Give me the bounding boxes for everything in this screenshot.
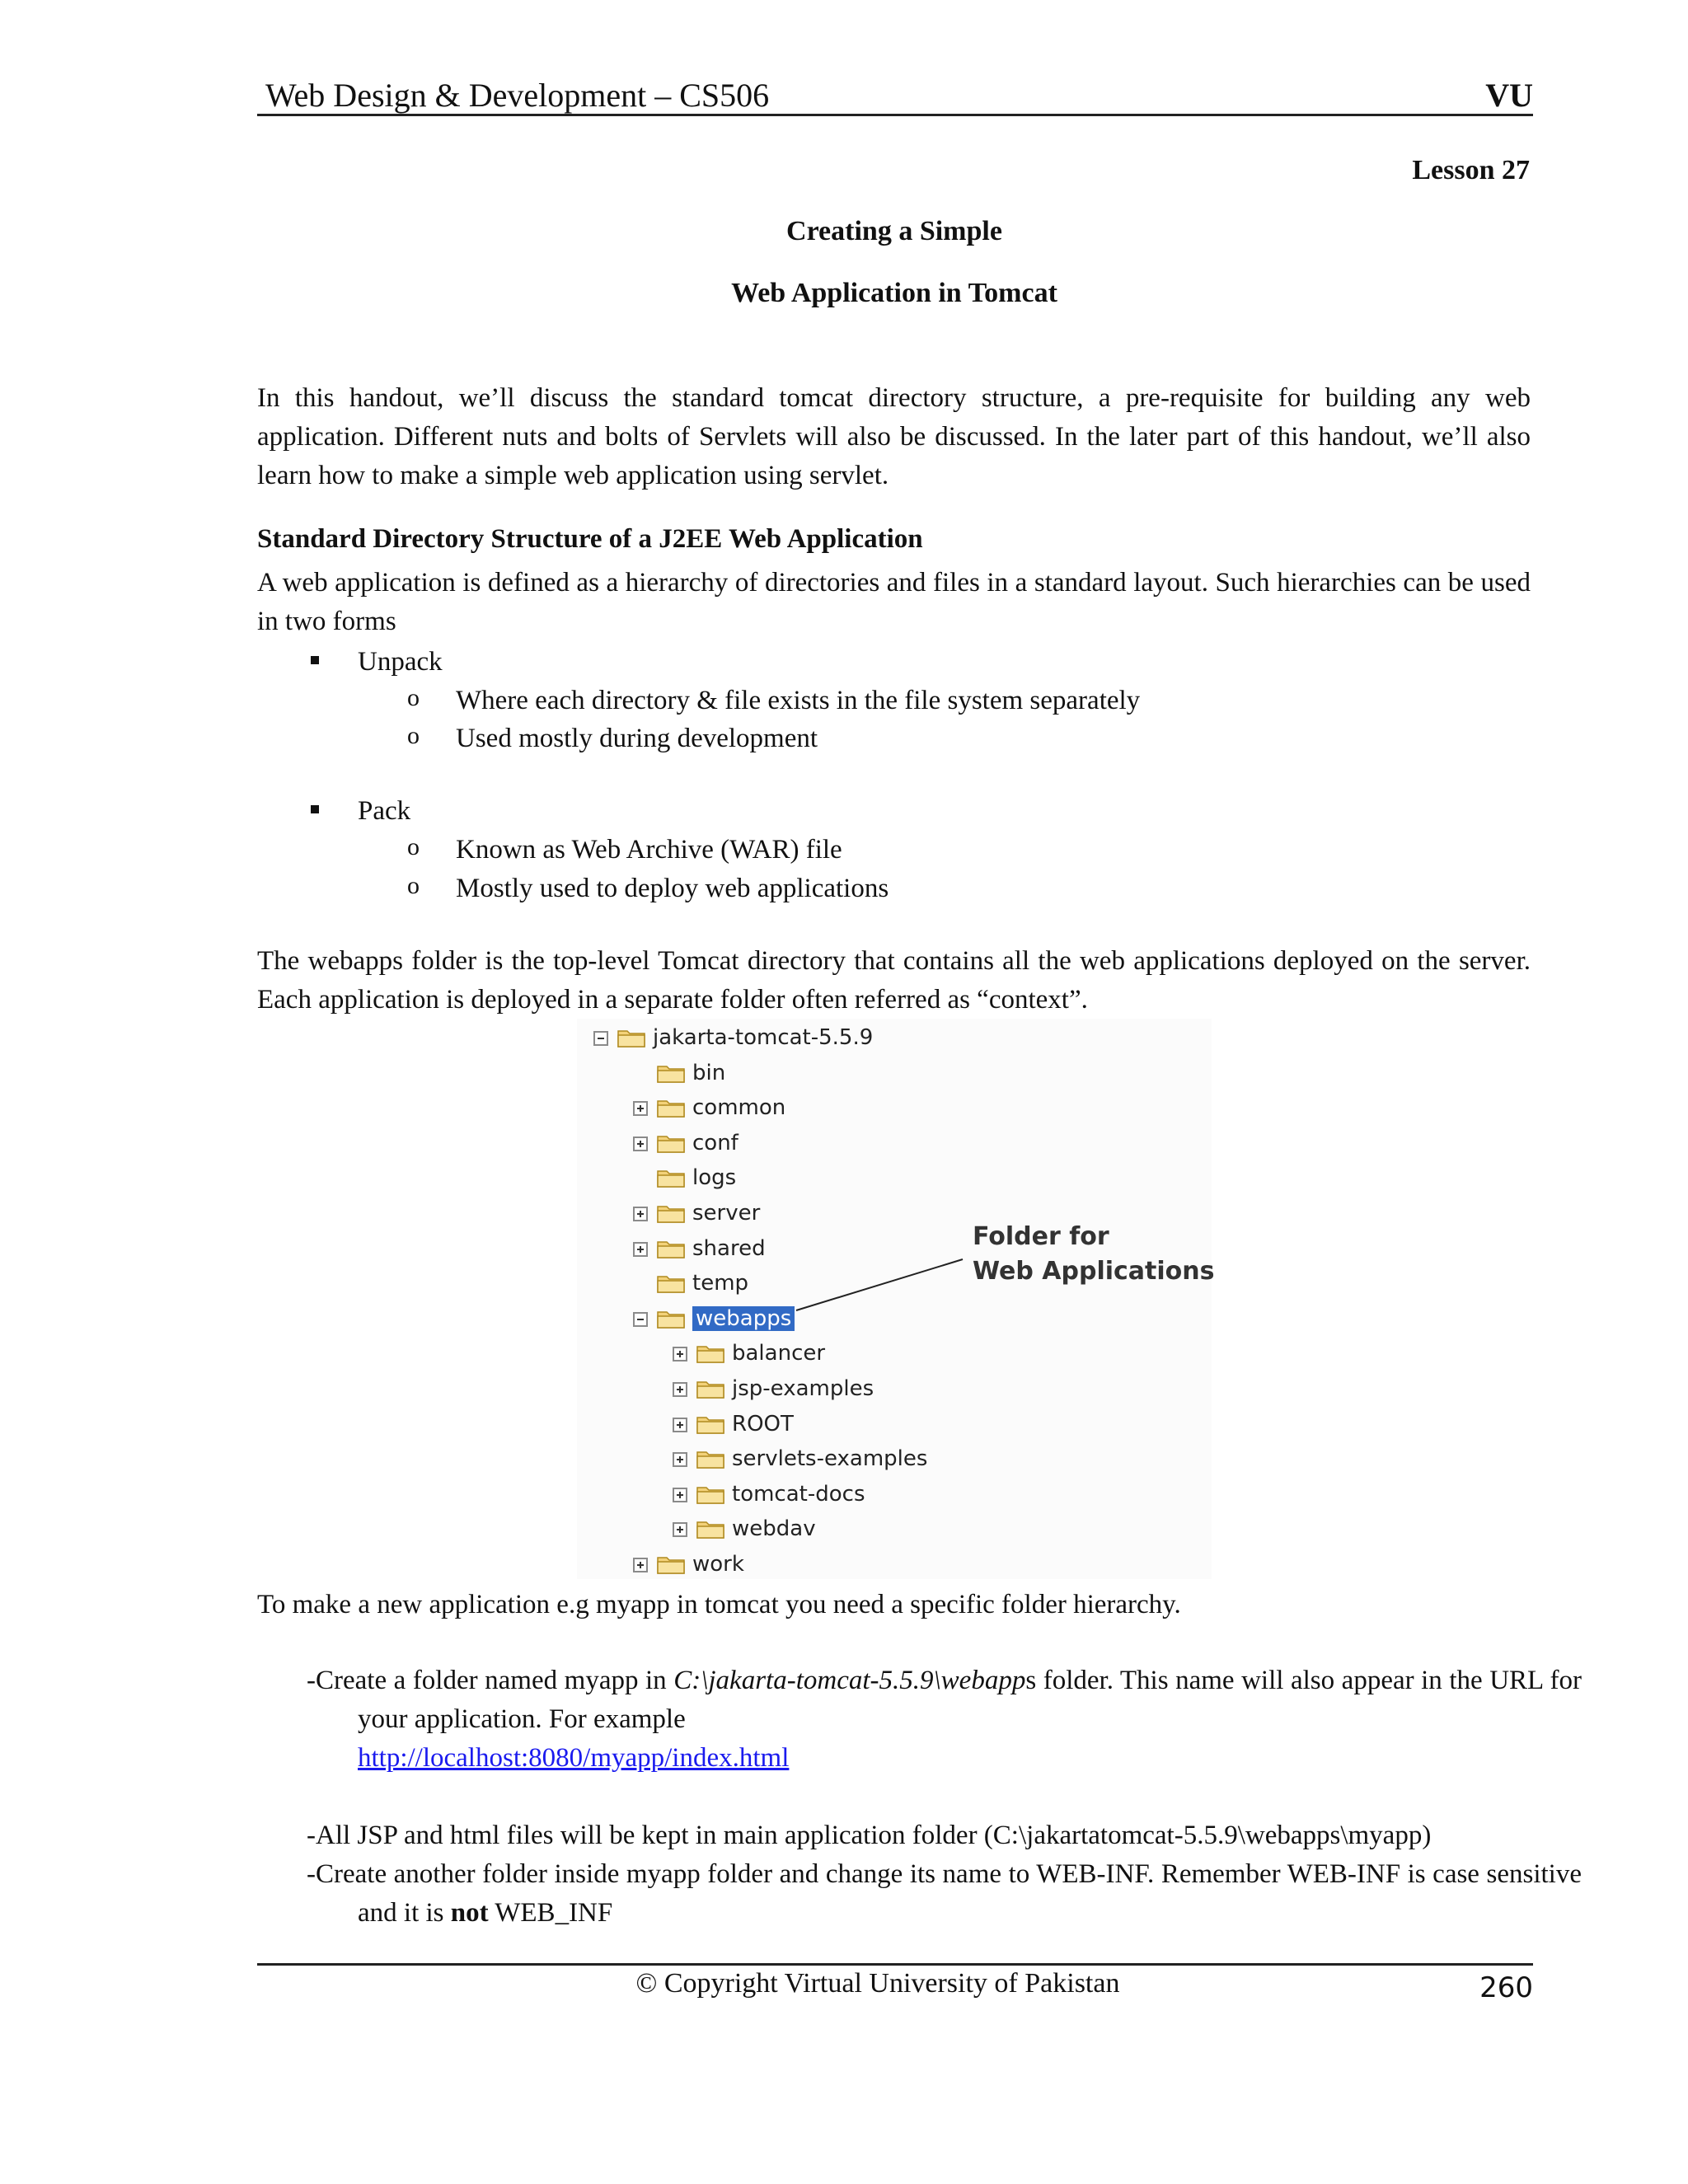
tree-node-label: jakarta-tomcat-5.5.9 <box>653 1025 874 1050</box>
folder-icon <box>656 1272 686 1294</box>
tree-node-label: webapps <box>692 1306 795 1331</box>
callout-line2: Web Applications <box>973 1257 1215 1286</box>
folder-icon <box>656 1062 686 1084</box>
expand-toggle-icon[interactable] <box>633 1207 648 1221</box>
tree-node-common[interactable] <box>577 1092 1212 1125</box>
intro-paragraph: In this handout, we’ll discuss the standard tomcat directory structure, a pre-requisite for building any web application. Different nuts and bolts of Servlets will also be discussed. In the later part of this handout, we’ll also learn how to make a simple web application using servlet. <box>257 383 1531 490</box>
tree-node-label: temp <box>692 1271 749 1296</box>
step3-bold: not <box>450 1898 489 1928</box>
sub-bullet-circle-icon: o <box>407 684 420 711</box>
header-rule <box>257 114 1533 116</box>
tree-node-webdav[interactable] <box>577 1513 1212 1546</box>
step1-path: C:\jakarta-tomcat-5.5.9\webapp <box>673 1666 1026 1695</box>
expand-toggle-icon[interactable] <box>673 1452 687 1467</box>
page-number: 260 <box>1479 1971 1533 2004</box>
folder-icon <box>696 1448 725 1469</box>
tree-node-label: webdav <box>732 1516 816 1542</box>
page-title-line2: Web Application in Tomcat <box>731 278 1057 308</box>
form-point: Used mostly during development <box>456 724 818 753</box>
tree-node-balancer[interactable] <box>577 1338 1212 1371</box>
tree-node-label: conf <box>692 1130 738 1155</box>
collapse-toggle-icon[interactable] <box>593 1031 608 1046</box>
form-point: Where each directory & file exists in the file system separately <box>456 686 1141 715</box>
sub-bullet-circle-icon: o <box>407 872 420 899</box>
tree-node-label: jsp-examples <box>732 1376 874 1401</box>
folder-icon <box>656 1167 686 1188</box>
section-heading: Standard Directory Structure of a J2EE Web Application <box>257 524 923 554</box>
bullet-square-icon <box>311 805 319 813</box>
folder-icon <box>656 1097 686 1118</box>
expand-toggle-icon[interactable] <box>633 1558 648 1572</box>
webapps-paragraph: The webapps folder is the top-level Tomcat directory that contains all the web applications deployed on the server. Each application is deployed in a separate folder often referred as “context”. <box>257 946 1531 1015</box>
make-app-paragraph: To make a new application e.g myapp in tomcat you need a specific folder hierarchy. <box>257 1590 1181 1619</box>
expand-toggle-icon[interactable] <box>673 1488 687 1502</box>
folder-icon <box>617 1027 646 1048</box>
footer-copyright: © Copyright Virtual University of Pakistan <box>635 1968 1120 1999</box>
form-label-pack: Pack <box>358 796 411 826</box>
tree-node-label: bin <box>692 1060 726 1085</box>
tree-node-jsp-examples[interactable] <box>577 1373 1212 1406</box>
step3-text-b: WEB_INF <box>488 1898 613 1928</box>
page-title-line1: Creating a Simple <box>786 216 1002 246</box>
header-course-title: Web Design & Development – CS506 <box>265 77 770 114</box>
tree-node-root[interactable] <box>577 1408 1212 1441</box>
sub-bullet-circle-icon: o <box>407 722 420 749</box>
expand-toggle-icon[interactable] <box>633 1137 648 1151</box>
tree-node-jakarta-tomcat-5.5.9[interactable] <box>577 1022 1212 1055</box>
sub-bullet-circle-icon: o <box>407 833 420 860</box>
expand-toggle-icon[interactable] <box>673 1418 687 1432</box>
form-label-unpack: Unpack <box>358 647 443 677</box>
expand-toggle-icon[interactable] <box>633 1101 648 1116</box>
step1-text-b: s folder. This name will also appear in the URL for your application. For example <box>358 1666 1582 1734</box>
expand-toggle-icon[interactable] <box>633 1242 648 1257</box>
step-create-folder <box>307 1661 1582 1778</box>
folder-icon <box>696 1378 725 1399</box>
tree-node-servlets-examples[interactable] <box>577 1443 1212 1476</box>
section-paragraph: A web application is defined as a hierarchy of directories and files in a standard layout. Such hierarchies can be used in two forms <box>257 568 1531 636</box>
folder-icon <box>656 1132 686 1154</box>
folder-icon <box>656 1308 686 1329</box>
collapse-toggle-icon[interactable] <box>633 1312 648 1327</box>
callout-label <box>973 1220 1215 1289</box>
tree-node-label: shared <box>692 1235 766 1261</box>
tree-node-label: work <box>692 1552 744 1577</box>
folder-icon <box>656 1554 686 1575</box>
folder-icon <box>656 1202 686 1224</box>
step3-text-a: -Create another folder inside myapp folder and change its name to WEB-INF. Remember WEB-INF is case sensitive and it is <box>307 1859 1582 1928</box>
folder-icon <box>696 1343 725 1364</box>
tree-node-label: logs <box>692 1165 737 1191</box>
folder-icon <box>696 1483 725 1505</box>
tree-node-label: common <box>692 1095 786 1121</box>
footer-rule <box>257 1963 1533 1966</box>
tree-node-label: tomcat-docs <box>732 1481 865 1507</box>
tree-node-tomcat-docs[interactable] <box>577 1479 1212 1511</box>
form-point: Mostly used to deploy web applications <box>456 874 889 903</box>
tree-node-label: balancer <box>732 1341 826 1366</box>
tree-node-label: servlets-examples <box>732 1446 928 1472</box>
folder-icon <box>696 1518 725 1540</box>
step-web-inf <box>307 1855 1582 1933</box>
example-url-link[interactable]: http://localhost:8080/myapp/index.html <box>358 1743 790 1773</box>
lesson-number: Lesson 27 <box>1412 155 1530 185</box>
callout-line1: Folder for <box>973 1222 1109 1251</box>
tree-node-logs[interactable] <box>577 1162 1212 1195</box>
tree-node-label: server <box>692 1201 761 1226</box>
step1-text-a: -Create a folder named myapp in <box>307 1666 674 1695</box>
callout-arrow-icon <box>791 1236 989 1319</box>
form-point: Known as Web Archive (WAR) file <box>456 835 842 865</box>
expand-toggle-icon[interactable] <box>673 1347 687 1361</box>
tree-node-label: ROOT <box>732 1411 794 1436</box>
expand-toggle-icon[interactable] <box>673 1382 687 1397</box>
header-institution: VU <box>1485 77 1533 114</box>
folder-icon <box>696 1413 725 1435</box>
expand-toggle-icon[interactable] <box>673 1522 687 1537</box>
tree-node-bin[interactable] <box>577 1057 1212 1090</box>
step-jsp-files: -All JSP and html files will be kept in main application folder (C:\jakartatomcat-5.5.9\webapps\myapp) <box>307 1821 1432 1850</box>
bullet-square-icon <box>311 656 319 664</box>
tree-node-conf[interactable] <box>577 1127 1212 1160</box>
tree-node-work[interactable] <box>577 1549 1212 1582</box>
folder-icon <box>656 1238 686 1259</box>
